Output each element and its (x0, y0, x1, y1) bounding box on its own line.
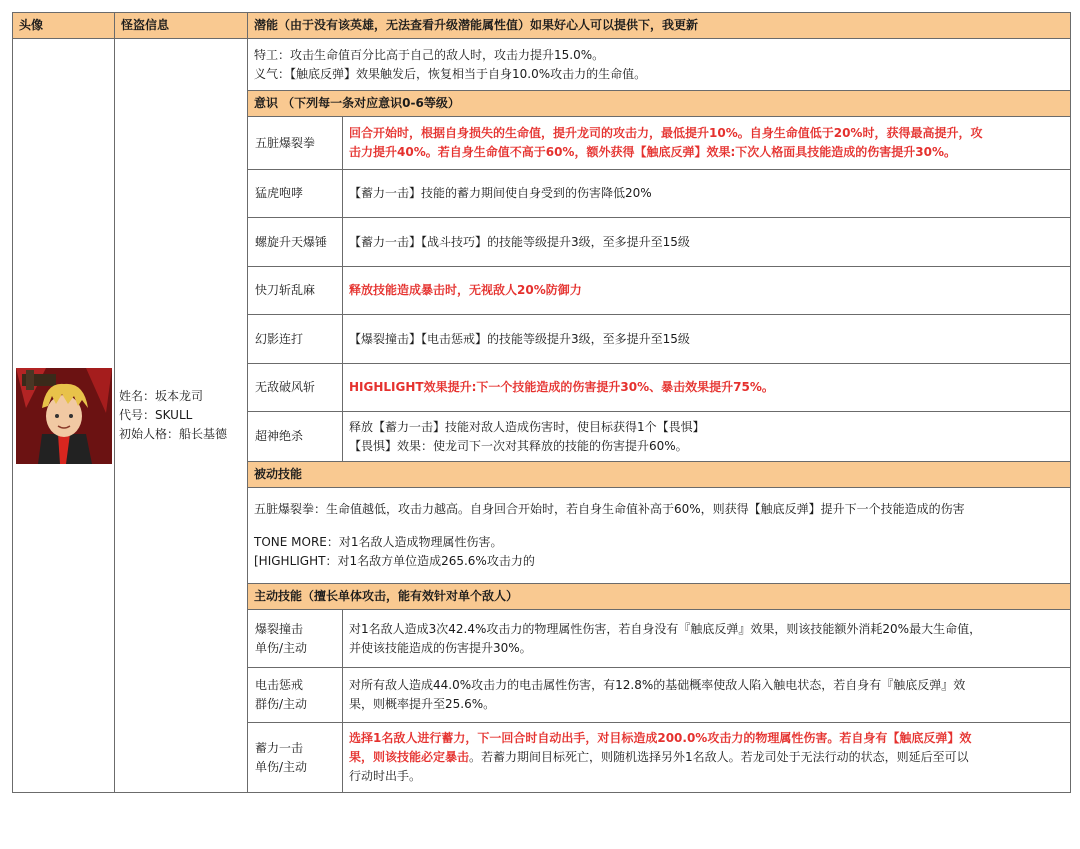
active-desc (343, 668, 1071, 723)
active-desc-normal: 。若蓄力期间目标死亡，则随机选择另外1名敌人。若龙司处于无法行动的状态，则延后至可以 (469, 750, 969, 764)
hero-info-table-wrapper (12, 12, 1070, 793)
active-desc-highlight: 果，则该技能必定暴击 (349, 750, 470, 764)
awareness-name: 无敌破风斩 (248, 364, 343, 412)
passive-line: 五脏爆裂拳：生命值越低，攻击力越高。自身回合开始时，若自身生命值补高于60%，则获得【触底反弹】提升下一个技能造成的伤害 (254, 502, 965, 516)
character-info-cell (115, 39, 248, 793)
awareness-desc-line: 【畏惧】效果：使龙司下一次对其释放的技能的伤害提升60%。 (349, 438, 688, 453)
active-desc-line: 对所有敌人造成44.0%攻击力的电击属性伤害，有12.8%的基础概率使敌人陷入触电状态，若自身有『触底反弹』效 (349, 678, 966, 692)
active-type: 单伤/主动 (255, 759, 308, 774)
active-type: 单伤/主动 (255, 640, 308, 655)
awareness-desc-line: 回合开始时，根据自身损失的生命值，提升龙司的攻击力，最低提升10%。自身生命值低于20%时，获得最高提升，攻 (349, 126, 983, 140)
active-desc (343, 723, 1071, 793)
character-code: 代号：SKULL (119, 408, 193, 422)
active-title: 主动技能（擅长单体攻击，能有效针对单个敌人） (248, 584, 1071, 610)
awareness-name: 快刀斩乱麻 (248, 267, 343, 315)
awareness-desc-line: 释放【蓄力一击】技能对敌人造成伤害时，使目标获得1个【畏惧】 (349, 419, 705, 434)
passive-title: 被动技能 (248, 462, 1071, 488)
character-name: 姓名：坂本龙司 (119, 389, 204, 403)
potential-line: 义气：【触底反弹】效果触发后，恢复相当于自身10.0%攻击力的生命值。 (254, 66, 647, 81)
active-name-cell (248, 723, 343, 793)
passive-line: [HIGHLIGHT：对1名敌方单位造成265.6%攻击力的 (254, 554, 535, 568)
passive-text (248, 488, 1071, 584)
active-desc-line: 行动时出手。 (349, 769, 422, 783)
active-desc-line: 对1名敌人造成3次42.4%攻击力的物理属性伤害，若自身没有『触底反弹』效果，则该技能额外消耗20%最大生命值， (349, 621, 982, 636)
potential-text (248, 39, 1071, 91)
awareness-desc (343, 117, 1071, 170)
awareness-title: 意识 （下列每一条对应意识0-6等级） (248, 91, 1071, 117)
avatar-portrait-icon (16, 368, 112, 464)
awareness-name: 螺旋升天爆锤 (248, 218, 343, 267)
active-desc-line: 并使该技能造成的伤害提升30%。 (349, 640, 532, 655)
awareness-name: 猛虎咆哮 (248, 170, 343, 218)
passive-line: TONE MORE：对1名敌人造成物理属性伤害。 (254, 535, 503, 549)
active-desc-line: 果，则概率提升至25.6%。 (349, 697, 496, 711)
awareness-desc: 【爆裂撞击】【电击惩戒】的技能等级提升3级，至多提升至15级 (343, 315, 1071, 364)
awareness-desc-line: 击力提升40%。若自身生命值不高于60%，额外获得【触底反弹】效果:下次人格面具技能造成的伤害提升30%。 (349, 145, 956, 159)
active-name: 爆裂撞击 (255, 621, 304, 636)
active-name: 蓄力一击 (255, 740, 304, 755)
header-row (13, 13, 1071, 39)
header-info: 怪盗信息 (115, 13, 248, 39)
active-name-cell (248, 610, 343, 668)
awareness-name: 超神绝杀 (248, 412, 343, 462)
active-type: 群伤/主动 (255, 697, 308, 711)
awareness-desc: 释放技能造成暴击时，无视敌人20%防御力 (343, 267, 1071, 315)
active-desc-line: 选择1名敌人进行蓄力，下一回合时自动出手，对目标造成200.0%攻击力的物理属性伤害。若自身有【触底反弹】效 (349, 731, 972, 745)
hero-info-table (12, 12, 1071, 793)
awareness-name: 幻影连打 (248, 315, 343, 364)
character-persona: 初始人格：船长基德 (119, 427, 228, 441)
active-name-cell (248, 668, 343, 723)
active-name: 电击惩戒 (255, 678, 304, 692)
avatar (16, 368, 112, 464)
awareness-name: 五脏爆裂拳 (248, 117, 343, 170)
awareness-desc: 【蓄力一击】技能的蓄力期间使自身受到的伤害降低20% (343, 170, 1071, 218)
header-avatar: 头像 (13, 13, 115, 39)
awareness-desc: HIGHLIGHT效果提升:下一个技能造成的伤害提升30%、暴击效果提升75%。 (343, 364, 1071, 412)
passive-gap (254, 519, 1064, 533)
header-potential: 潜能（由于没有该英雄，无法查看升级潜能属性值）如果好心人可以提供下，我更新 (248, 13, 1071, 39)
awareness-desc (343, 412, 1071, 462)
potential-line: 特工：攻击生命值百分比高于自己的敌人时，攻击力提升15.0%。 (254, 47, 605, 62)
awareness-desc: 【蓄力一击】【战斗技巧】的技能等级提升3级，至多提升至15级 (343, 218, 1071, 267)
avatar-cell (13, 39, 115, 793)
active-desc (343, 610, 1071, 668)
potential-row (13, 39, 1071, 91)
active-desc-line (349, 748, 1064, 767)
